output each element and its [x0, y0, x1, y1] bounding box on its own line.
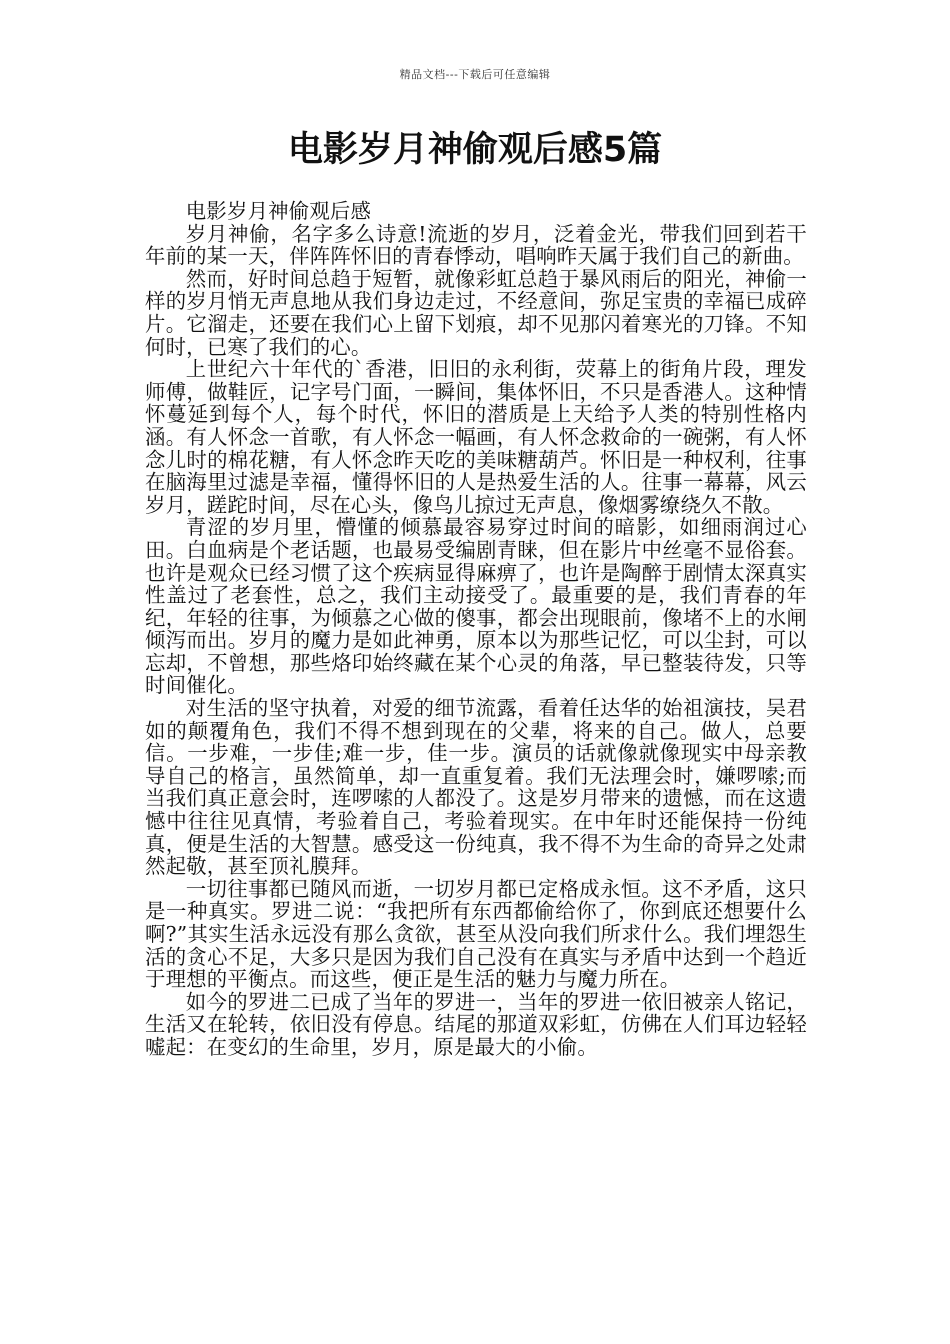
paragraph: 如今的罗进二已成了当年的罗进一，当年的罗进一依旧被亲人铭记，生活又在轮转，依旧没有停息。结尾的那道双彩虹，仿佛在人们耳边轻轻嘘起：在变幻的生命里，岁月，原是最大的小偷。	[145, 989, 807, 1059]
header-note: 精品文档---下载后可任意编辑	[399, 68, 551, 81]
paragraph: 岁月神偷，名字多么诗意!流逝的岁月，泛着金光，带我们回到若干年前的某一天，伴阵阵怀旧的青春悸动，唱响昨天属于我们自己的新曲。	[145, 221, 807, 269]
paragraph: 青涩的岁月里，懵懂的倾慕最容易穿过时间的暗影，如细雨润过心田。白血病是个老话题，也最易受编剧青睐，但在影片中丝毫不显俗套。也许是观众已经习惯了这个疾病显得麻痹了，也许是陶醉于剧情太深真实性盖过了老套性，总之，我们主动接受了。最重要的是，我们青春的年纪，年轻的往事，为倾慕之心做的傻事，都会出现眼前，像堵不上的水闸倾泻而出。岁月的魔力是如此神勇，原本以为那些记忆，可以尘封，可以忘却，不曾想，那些烙印始终藏在某个心灵的角落，早已整装待发，只等时间催化。	[145, 515, 807, 698]
document-title: 电影岁月神偷观后感5篇	[287, 130, 663, 170]
paragraph: 一切往事都已随风而逝，一切岁月都已定格成永恒。这不矛盾，这只是一种真实。罗进二说：“我把所有东西都偷给你了，你到底还想要什么啊?”其实生活永远没有那么贪欲，甚至从没向我们所求什么。我们埋怨生活的贪心不足，大多只是因为我们自己没有在真实与矛盾中达到一个趋近于理想的平衡点。而这些，便正是生活的魅力与魔力所在。	[145, 876, 807, 992]
paragraph: 上世纪六十年代的`香港，旧旧的永利街，荧幕上的街角片段，理发师傅，做鞋匠，记字号门面，一瞬间，集体怀旧，不只是香港人。这种情怀蔓延到每个人，每个时代，怀旧的潜质是上天给予人类的特别性格内涵。有人怀念一首歌，有人怀念一幅画，有人怀念救命的一碗粥，有人怀念儿时的棉花糖，有人怀念昨天吃的美味糖葫芦。怀旧是一种权利，往事在脑海里过滤是幸福，懂得怀旧的人是热爱生活的人。往事一幕幕，风云岁月，蹉跎时间，尽在心头，像鸟儿掠过无声息，像烟雾缭绕久不散。	[145, 357, 807, 517]
paragraph: 然而，好时间总趋于短暂，就像彩虹总趋于暴风雨后的阳光，神偷一样的岁月悄无声息地从我们身边走过，不经意间，弥足宝贵的幸福已成碎片。它溜走，还要在我们心上留下划痕，却不见那闪着寒光的刀锋。不知何时，已寒了我们的心。	[145, 266, 807, 359]
paragraph-subtitle: 电影岁月神偷观后感	[185, 199, 372, 223]
paragraph: 对生活的坚守执着，对爱的细节流露，看着任达华的始祖演技，吴君如的颠覆角色，我们不得不想到现在的父辈，将来的自己。做人，总要信。一步难，一步佳;难一步，佳一步。演员的话就像就像现实中母亲教导自己的格言，虽然简单，却一直重复着。我们无法理会时，嫌啰嗦;而当我们真正意会时，连啰嗦的人都没了。这是岁月带来的遗憾，而在这遗憾中往往见真情，考验着自己，考验着现实。在中年时还能保持一份纯真，便是生活的大智慧。感受这一份纯真，我不得不为生命的奇异之处肃然起敬，甚至顶礼膜拜。	[145, 696, 807, 879]
document-body	[145, 200, 807, 1059]
